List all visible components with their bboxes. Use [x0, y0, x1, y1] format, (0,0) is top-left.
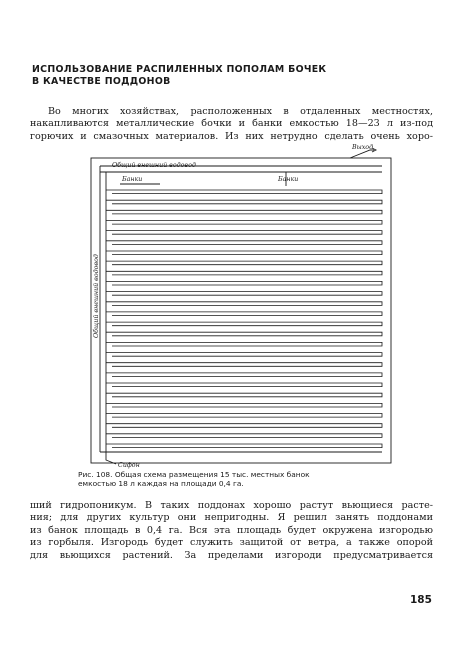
diagram-frame	[91, 148, 391, 464]
bank-row	[106, 434, 382, 438]
caption-line: Рис. 108. Общая схема размещения 15 тыс. местных банок	[78, 470, 310, 479]
siphon-pointer	[106, 452, 116, 464]
text-line: из горбыля. Изгородь будет служить защитой от ветра, а также опорой	[30, 537, 433, 549]
bank-row	[106, 200, 382, 204]
outlet-pointer	[350, 150, 374, 158]
bank-row	[106, 251, 382, 255]
bank-rows	[106, 190, 382, 448]
label-banks-right: Банки	[278, 176, 299, 183]
bank-row	[106, 261, 382, 265]
bank-row	[106, 322, 382, 326]
bank-row	[106, 332, 382, 336]
figure-caption	[78, 470, 388, 489]
bank-row	[106, 342, 382, 346]
bank-row	[106, 373, 382, 377]
bank-row	[106, 403, 382, 407]
bank-row	[106, 302, 382, 306]
text-line: накапливаются металлические бочки и банки емкостью 18—23 л из-под	[30, 118, 433, 130]
text-line: из банок площадь в 0,4 га. Вся эта площадь будет окружена изгородью	[30, 524, 433, 536]
bank-row	[106, 444, 382, 448]
paragraph-bottom	[30, 500, 433, 562]
label-banks-left: Банки	[122, 176, 143, 183]
label-top-channel: Общий внешний водовод	[112, 162, 196, 169]
bank-row	[106, 271, 382, 275]
bank-row	[106, 281, 382, 285]
label-siphon: Сифон	[118, 462, 140, 469]
text-line: Во многих хозяйствах, расположенных в отдаленных местностях,	[48, 106, 433, 117]
bank-row	[106, 241, 382, 245]
bank-row	[106, 312, 382, 316]
label-outlet: Выход	[352, 144, 374, 151]
bank-row	[106, 210, 382, 214]
text-line: горючих и смазочных материалов. Из них нетрудно сделать очень хоро-	[30, 130, 433, 142]
bank-row	[106, 424, 382, 428]
text-line: ший гидропоникум. В таких поддонах хорошо растут вьющиеся расте-	[30, 500, 433, 511]
section-title-line-1: ИСПОЛЬЗОВАНИЕ РАСПИЛЕННЫХ ПОПОЛАМ БОЧЕК	[32, 64, 327, 75]
bank-row	[106, 383, 382, 387]
bank-row	[106, 221, 382, 225]
page-number: 185	[410, 594, 432, 606]
bank-row	[106, 414, 382, 418]
label-side-channel: Общий внешний водовод	[93, 254, 100, 338]
bank-row	[106, 292, 382, 296]
text-line: ния; для других культур они непригодны. Я решил занять поддонами	[30, 512, 433, 524]
bank-row	[106, 363, 382, 367]
bank-row	[106, 190, 382, 194]
bank-row	[106, 231, 382, 235]
text-line: для вьющихся растений. За пределами изгороди предусматривается	[30, 549, 433, 561]
section-title-line-2: В КАЧЕСТВЕ ПОДДОНОВ	[32, 76, 171, 87]
caption-line: емкостью 18 л каждая на площади 0,4 га.	[78, 479, 244, 489]
bank-row	[106, 353, 382, 357]
bank-row	[106, 393, 382, 397]
